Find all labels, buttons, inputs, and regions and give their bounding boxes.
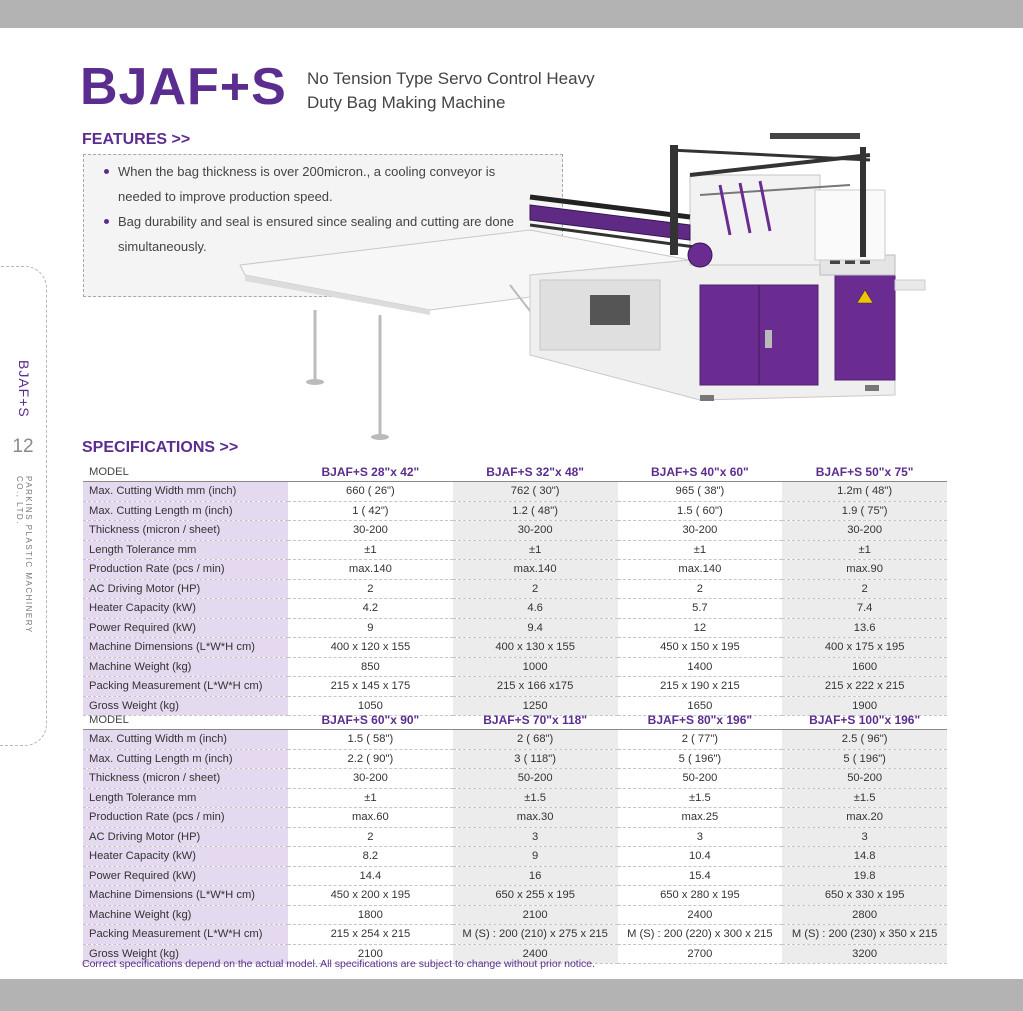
spec-label: Thickness (micron / sheet): [83, 769, 288, 789]
spec-value: 30-200: [288, 521, 453, 541]
model-column-label: MODEL: [83, 462, 288, 482]
model-name: BJAF+S 100"x 196": [782, 710, 947, 730]
spec-value: 1.5 ( 60"): [618, 501, 783, 521]
model-name: BJAF+S 28"x 42": [288, 462, 453, 482]
spec-value: ±1: [453, 540, 618, 560]
model-name: BJAF+S 80"x 196": [618, 710, 783, 730]
table-row: [83, 769, 947, 789]
table-row: [83, 579, 947, 599]
spec-label: Power Required (kW): [83, 618, 288, 638]
spec-label: Gross Weight (kg): [83, 696, 288, 716]
spec-value: 50-200: [453, 769, 618, 789]
specifications-heading: SPECIFICATIONS >>: [82, 439, 239, 456]
spec-value: max.90: [782, 560, 947, 580]
table-row: [83, 618, 947, 638]
table-row: [83, 827, 947, 847]
spec-label: AC Driving Motor (HP): [83, 827, 288, 847]
spec-value: ±1.5: [453, 788, 618, 808]
table-row: [83, 657, 947, 677]
spec-value: 2: [618, 579, 783, 599]
spec-value: 1050: [288, 696, 453, 716]
table-row: [83, 599, 947, 619]
spec-value: 2700: [618, 944, 783, 964]
spec-label: Max. Cutting Width mm (inch): [83, 482, 288, 502]
spec-label: Machine Dimensions (L*W*H cm): [83, 886, 288, 906]
spec-value: 215 x 145 x 175: [288, 677, 453, 697]
spec-value: 215 x 254 x 215: [288, 925, 453, 945]
spec-value: 8.2: [288, 847, 453, 867]
spec-value: 400 x 130 x 155: [453, 638, 618, 658]
bullet-icon: [104, 219, 109, 224]
spec-label: Gross Weight (kg): [83, 944, 288, 964]
model-name: BJAF+S 70"x 118": [453, 710, 618, 730]
spec-label: Max. Cutting Length m (inch): [83, 501, 288, 521]
model-name: BJAF+S 50"x 75": [782, 462, 947, 482]
spec-value: 650 x 255 x 195: [453, 886, 618, 906]
spec-value: 1800: [288, 905, 453, 925]
spec-value: 10.4: [618, 847, 783, 867]
spec-value: 2 ( 68"): [453, 730, 618, 750]
spec-value: 3: [453, 827, 618, 847]
spec-value: ±1.5: [618, 788, 783, 808]
spec-value: 12: [618, 618, 783, 638]
table-row: [83, 925, 947, 945]
spec-value: 4.2: [288, 599, 453, 619]
spec-label: Heater Capacity (kW): [83, 599, 288, 619]
spec-value: max.20: [782, 808, 947, 828]
spec-value: 2100: [288, 944, 453, 964]
spec-label: Length Tolerance mm: [83, 788, 288, 808]
page-number: 12: [12, 436, 34, 457]
table-row: [83, 749, 947, 769]
spec-label: Length Tolerance mm: [83, 540, 288, 560]
spec-value: 2100: [453, 905, 618, 925]
product-subtitle: [307, 67, 627, 115]
table-row: [83, 521, 947, 541]
spec-value: ±1: [288, 540, 453, 560]
table-row: [83, 730, 947, 750]
spec-value: 13.6: [782, 618, 947, 638]
spec-value: 450 x 200 x 195: [288, 886, 453, 906]
spec-value: 4.6: [453, 599, 618, 619]
spec-value: 2: [288, 827, 453, 847]
spec-value: ±1: [618, 540, 783, 560]
table-row: [83, 501, 947, 521]
spec-value: 2.2 ( 90"): [288, 749, 453, 769]
spec-label: Machine Weight (kg): [83, 657, 288, 677]
model-name: BJAF+S 32"x 48": [453, 462, 618, 482]
spec-table-1: [83, 462, 947, 716]
spec-value: 1.2m ( 48"): [782, 482, 947, 502]
spec-value: 1.2 ( 48"): [453, 501, 618, 521]
spec-value: 650 x 280 x 195: [618, 886, 783, 906]
spec-value: 1000: [453, 657, 618, 677]
spec-value: 5 ( 196"): [618, 749, 783, 769]
spec-value: ±1.5: [782, 788, 947, 808]
spec-value: max.60: [288, 808, 453, 828]
side-model-label: BJAF+S: [16, 360, 32, 418]
subtitle-line-2: Duty Bag Making Machine: [307, 93, 506, 112]
table-row: [83, 886, 947, 906]
spec-label: Max. Cutting Length m (inch): [83, 749, 288, 769]
table-row: [83, 788, 947, 808]
spec-value: 660 ( 26"): [288, 482, 453, 502]
spec-value: M (S) : 200 (230) x 350 x 215: [782, 925, 947, 945]
spec-value: 2: [453, 579, 618, 599]
spec-value: 2: [288, 579, 453, 599]
table-row: [83, 540, 947, 560]
spec-value: 1900: [782, 696, 947, 716]
spec-value: 1.5 ( 58"): [288, 730, 453, 750]
spec-label: Production Rate (pcs / min): [83, 560, 288, 580]
spec-value: 3200: [782, 944, 947, 964]
spec-label: Machine Dimensions (L*W*H cm): [83, 638, 288, 658]
spec-value: 1400: [618, 657, 783, 677]
spec-value: 215 x 166 x175: [453, 677, 618, 697]
spec-value: 5 ( 196"): [782, 749, 947, 769]
spec-value: 2: [782, 579, 947, 599]
spec-label: Thickness (micron / sheet): [83, 521, 288, 541]
model-name: BJAF+S 40"x 60": [618, 462, 783, 482]
table-header-row: [83, 462, 947, 482]
spec-value: 1.9 ( 75"): [782, 501, 947, 521]
spec-value: max.140: [618, 560, 783, 580]
spec-value: M (S) : 200 (220) x 300 x 215: [618, 925, 783, 945]
spec-value: 2 ( 77"): [618, 730, 783, 750]
spec-value: 9: [453, 847, 618, 867]
spec-value: max.25: [618, 808, 783, 828]
spec-value: ±1: [782, 540, 947, 560]
table-row: [83, 847, 947, 867]
spec-value: 50-200: [782, 769, 947, 789]
spec-label: Packing Measurement (L*W*H cm): [83, 677, 288, 697]
spec-value: 215 x 222 x 215: [782, 677, 947, 697]
spec-value: 19.8: [782, 866, 947, 886]
spec-value: 3: [618, 827, 783, 847]
table-row: [83, 638, 947, 658]
spec-value: 400 x 175 x 195: [782, 638, 947, 658]
spec-table-2: [83, 710, 947, 964]
subtitle-line-1: No Tension Type Servo Control Heavy: [307, 69, 595, 88]
table-row: [83, 808, 947, 828]
spec-value: ±1: [288, 788, 453, 808]
bullet-icon: [104, 169, 109, 174]
spec-label: Packing Measurement (L*W*H cm): [83, 925, 288, 945]
table-row: [83, 905, 947, 925]
company-name: PARKINS PLASTIC MACHINERY CO., LTD.: [15, 476, 33, 634]
top-band: [0, 0, 1023, 28]
footnote: Correct specifications depend on the actual model. All specifications are subject to change without prior notice.: [82, 958, 596, 970]
spec-value: 30-200: [288, 769, 453, 789]
spec-value: 2400: [618, 905, 783, 925]
table-header-row: [83, 710, 947, 730]
spec-label: Power Required (kW): [83, 866, 288, 886]
machine-illustration: [230, 125, 930, 445]
spec-value: 14.4: [288, 866, 453, 886]
spec-value: 1 ( 42"): [288, 501, 453, 521]
spec-value: 215 x 190 x 215: [618, 677, 783, 697]
spec-label: Max. Cutting Width m (inch): [83, 730, 288, 750]
spec-value: max.30: [453, 808, 618, 828]
spec-value: 14.8: [782, 847, 947, 867]
features-heading: FEATURES >>: [82, 131, 191, 148]
feature-text: When the bag thickness is over 200micron., a cooling conveyor is needed to improve production speed.: [118, 164, 496, 204]
spec-value: M (S) : 200 (210) x 275 x 215: [453, 925, 618, 945]
spec-value: 762 ( 30"): [453, 482, 618, 502]
spec-value: 1250: [453, 696, 618, 716]
spec-value: 9: [288, 618, 453, 638]
spec-value: max.140: [453, 560, 618, 580]
spec-value: 15.4: [618, 866, 783, 886]
table-row: [83, 560, 947, 580]
model-title: BJAF+S: [80, 58, 287, 116]
spec-value: 2800: [782, 905, 947, 925]
spec-value: 2400: [453, 944, 618, 964]
spec-value: 1650: [618, 696, 783, 716]
table-row: [83, 482, 947, 502]
spec-value: 5.7: [618, 599, 783, 619]
spec-value: 50-200: [618, 769, 783, 789]
spec-value: 7.4: [782, 599, 947, 619]
spec-value: 965 ( 38"): [618, 482, 783, 502]
model-name: BJAF+S 60"x 90": [288, 710, 453, 730]
spec-value: 450 x 150 x 195: [618, 638, 783, 658]
spec-value: 3 ( 118"): [453, 749, 618, 769]
spec-value: 850: [288, 657, 453, 677]
spec-value: 30-200: [453, 521, 618, 541]
spec-value: 30-200: [618, 521, 783, 541]
spec-value: 30-200: [782, 521, 947, 541]
bottom-band: [0, 979, 1023, 1011]
spec-label: Machine Weight (kg): [83, 905, 288, 925]
model-column-label: MODEL: [83, 710, 288, 730]
spec-value: 1600: [782, 657, 947, 677]
spec-value: 400 x 120 x 155: [288, 638, 453, 658]
spec-value: 9.4: [453, 618, 618, 638]
table-row: [83, 866, 947, 886]
spec-label: AC Driving Motor (HP): [83, 579, 288, 599]
feature-text: Bag durability and seal is ensured since sealing and cutting are done simultaneously.: [118, 214, 515, 254]
spec-label: Production Rate (pcs / min): [83, 808, 288, 828]
spec-value: max.140: [288, 560, 453, 580]
table-row: [83, 677, 947, 697]
spec-value: 2.5 ( 96"): [782, 730, 947, 750]
spec-label: Heater Capacity (kW): [83, 847, 288, 867]
spec-value: 16: [453, 866, 618, 886]
spec-value: 3: [782, 827, 947, 847]
spec-value: 650 x 330 x 195: [782, 886, 947, 906]
